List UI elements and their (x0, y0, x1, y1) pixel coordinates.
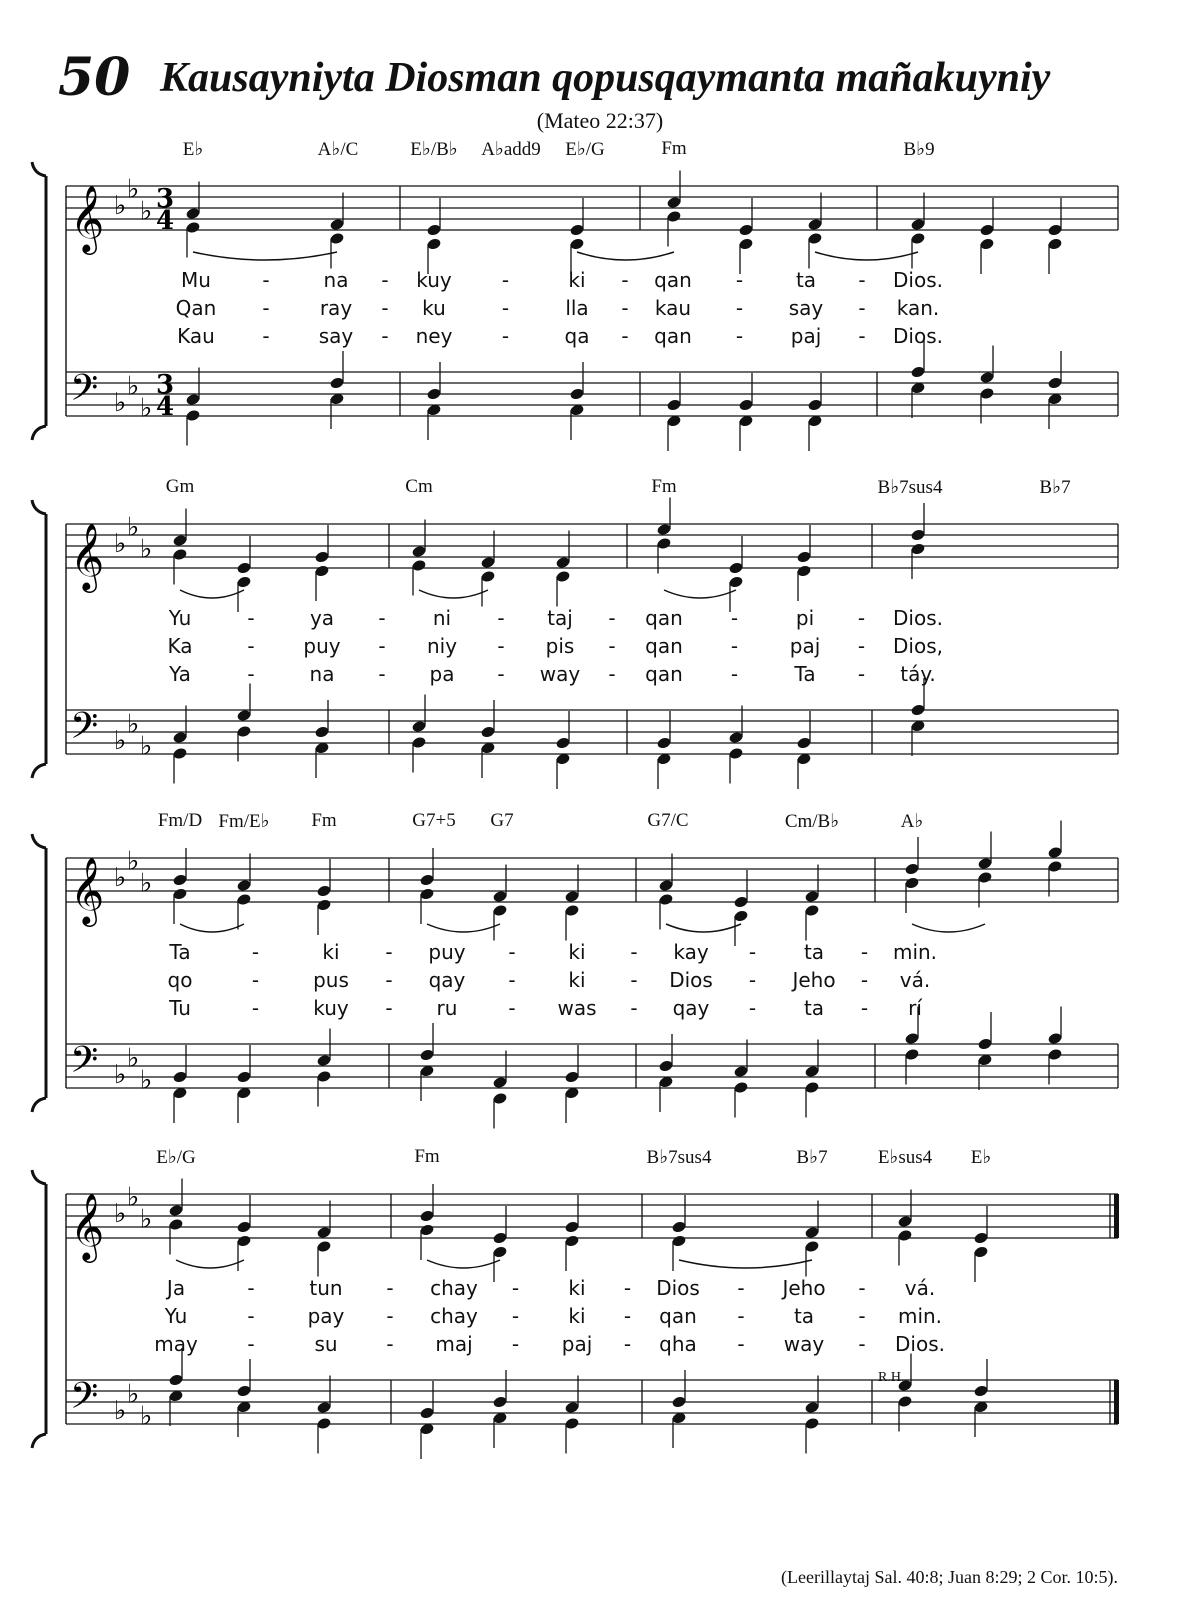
chord-symbol: Fm (661, 138, 687, 159)
syllable-hyphen: - (623, 1304, 632, 1328)
syllable-hyphen: - (748, 996, 757, 1020)
syllable-hyphen: - (247, 1276, 255, 1300)
syllable-hyphen: - (608, 662, 616, 686)
treble-clef-icon: 𝄞 (70, 184, 105, 252)
chord-symbol: Cm (405, 476, 433, 497)
lyric-syllable: Dios. (893, 324, 943, 348)
lyric-syllable: qan (654, 324, 692, 348)
lyric-syllable: qan (654, 268, 692, 292)
syllable-hyphen: - (860, 996, 869, 1020)
bass-staff (66, 1044, 1118, 1088)
slur (664, 590, 736, 598)
lyric-syllable: ya (309, 606, 335, 630)
lyric-syllable: na (323, 268, 349, 292)
syllable-hyphen: - (386, 1332, 394, 1356)
lyric-line-2 (0, 634, 1200, 660)
chord-symbol: G7 (490, 810, 514, 831)
slur (176, 1260, 244, 1268)
chord-symbol: A♭/C (317, 139, 359, 160)
treble-staff (66, 1194, 1118, 1238)
lyric-syllable: Yu (164, 1304, 188, 1328)
chord-symbol: E♭/B♭ (410, 139, 458, 160)
lyric-syllable: táy. (900, 662, 936, 686)
key-flat-icon: ♭ (114, 1396, 127, 1426)
key-flat-icon: ♭ (114, 191, 127, 221)
lyric-syllable: niy (426, 634, 458, 658)
lyric-syllable: ki (322, 940, 340, 964)
syllable-hyphen: - (385, 968, 393, 992)
syllable-hyphen: - (378, 662, 386, 686)
syllable-hyphen: - (860, 940, 869, 964)
syllable-hyphen: - (508, 940, 516, 964)
syllable-hyphen: - (623, 1276, 632, 1300)
key-flat-icon: ♭ (140, 1401, 153, 1432)
syllable-hyphen: - (386, 1276, 394, 1300)
time-signature-bottom: 4 (156, 206, 175, 236)
syllable-hyphen: - (247, 1332, 255, 1356)
chord-symbol: E♭ (182, 139, 204, 160)
lyric-syllable: ru (436, 996, 458, 1020)
lyric-syllable: rí (908, 996, 922, 1020)
syllable-hyphen: - (501, 296, 510, 320)
lyric-syllable: Tu (169, 996, 191, 1020)
time-signature-top: 3 (156, 370, 175, 400)
lyric-syllable: Qan (175, 296, 217, 320)
treble-clef-icon: 𝄞 (70, 522, 105, 590)
bass-clef-icon: 𝄢 (70, 705, 99, 756)
lyric-syllable: taj (547, 606, 573, 630)
chord-symbol: Gm (165, 476, 195, 497)
slur (427, 1260, 500, 1268)
lyric-syllable: ki (568, 1276, 586, 1300)
syllable-hyphen: - (630, 968, 638, 992)
lyric-syllable: qan (645, 606, 683, 630)
lyric-line-1 (0, 1276, 1200, 1302)
lyric-syllable: ki (568, 268, 586, 292)
lyric-syllable: qan (659, 1304, 697, 1328)
lyric-syllable: Mu (181, 268, 211, 292)
chord-symbol: B♭9 (903, 139, 935, 160)
syllable-hyphen: - (511, 1304, 520, 1328)
lyric-syllable: chay (430, 1276, 478, 1300)
chord-symbol: A♭add9 (481, 139, 541, 160)
syllable-hyphen: - (497, 634, 505, 658)
lyric-syllable: paj (789, 634, 821, 658)
syllable-hyphen: - (621, 324, 629, 348)
lyric-syllable: ray (319, 296, 353, 320)
lyric-line-3 (0, 996, 1200, 1022)
bass-clef-icon: 𝄢 (70, 367, 99, 418)
chord-symbol: E♭ (970, 1147, 992, 1168)
lyric-syllable: pay (307, 1304, 345, 1328)
lyric-syllable: vá. (899, 968, 931, 992)
syllable-hyphen: - (501, 324, 510, 348)
syllable-hyphen: - (730, 662, 739, 686)
chord-symbols-row (0, 1146, 1200, 1170)
syllable-hyphen: - (497, 606, 505, 630)
syllable-hyphen: - (737, 1332, 745, 1356)
syllable-hyphen: - (385, 996, 393, 1020)
final-barline (1114, 1194, 1119, 1238)
lyric-line-1 (0, 606, 1200, 632)
syllable-hyphen: - (858, 324, 866, 348)
syllable-hyphen: - (630, 940, 638, 964)
key-flat-icon: ♭ (140, 534, 153, 565)
lyric-syllable: qa (564, 324, 590, 348)
syllable-hyphen: - (735, 324, 744, 348)
lyric-syllable: ta (795, 268, 817, 292)
treble-clef-icon: 𝄞 (70, 1192, 105, 1260)
syllable-hyphen: - (511, 1332, 520, 1356)
score-system-1 (0, 140, 1200, 460)
lyric-syllable: may (154, 1332, 198, 1356)
key-flat-icon: ♭ (114, 863, 127, 893)
syllable-hyphen: - (858, 1332, 866, 1356)
chord-symbol: Fm (414, 1146, 440, 1167)
score-system-4 (0, 1148, 1200, 1468)
lyric-syllable: Ta (794, 662, 816, 686)
key-flat-icon: ♭ (140, 868, 153, 899)
syllable-hyphen: - (737, 1304, 745, 1328)
lyric-syllable: qha (659, 1332, 697, 1356)
key-flat-icon: ♭ (127, 1379, 140, 1410)
slur (577, 252, 674, 260)
chord-symbol: Fm/E♭ (218, 811, 270, 832)
lyric-syllable: qay (672, 996, 710, 1020)
lyric-syllable: min. (892, 940, 938, 964)
lyric-syllable: ki (568, 968, 586, 992)
syllable-hyphen: - (508, 996, 516, 1020)
key-flat-icon: ♭ (140, 1065, 153, 1096)
lyric-syllable: ney (415, 324, 453, 348)
slur (193, 252, 337, 260)
lyric-syllable: Dios, (893, 634, 943, 658)
lyric-syllable: qan (645, 634, 683, 658)
slur (679, 1260, 812, 1268)
lyric-line-1 (0, 940, 1200, 966)
treble-clef-icon: 𝄞 (70, 856, 105, 924)
syllable-hyphen: - (262, 324, 270, 348)
syllable-hyphen: - (501, 268, 510, 292)
chord-symbol: Fm/D (157, 810, 203, 831)
slur (180, 590, 244, 598)
chord-symbol: Fm (651, 476, 677, 497)
lyric-syllable: Yu (168, 606, 192, 630)
syllable-hyphen: - (251, 968, 260, 992)
slur (666, 924, 741, 932)
syllable-hyphen: - (386, 1304, 394, 1328)
syllable-hyphen: - (857, 606, 866, 630)
lyric-syllable: kau (654, 296, 692, 320)
final-barline (1114, 1380, 1119, 1424)
chord-symbol: B♭7 (796, 1147, 828, 1168)
slur (912, 924, 985, 932)
lyric-syllable: Dios. (895, 1332, 945, 1356)
lyric-line-3 (0, 1332, 1200, 1358)
chord-symbol: A♭ (900, 811, 924, 832)
key-flat-icon: ♭ (140, 1204, 153, 1235)
lyric-syllable: Ka (167, 634, 193, 658)
lyric-syllable: vá. (904, 1276, 936, 1300)
syllable-hyphen: - (251, 940, 260, 964)
treble-staff (66, 186, 1118, 230)
treble-staff (66, 524, 1118, 568)
bass-staff (66, 372, 1118, 416)
lyric-syllable: pa (429, 662, 455, 686)
time-signature-bottom: 4 (156, 392, 175, 422)
lyric-syllable: min. (897, 1304, 943, 1328)
hymn-title: Kausayniyta Diosman qopusqaymanta mañakuyniy (160, 55, 1051, 101)
lyric-syllable: Dios (669, 968, 713, 992)
syllable-hyphen: - (748, 968, 757, 992)
key-flat-icon: ♭ (114, 1199, 127, 1229)
syllable-hyphen: - (247, 634, 255, 658)
lyric-syllable: ki (568, 1304, 586, 1328)
syllable-hyphen: - (508, 968, 516, 992)
syllable-hyphen: - (621, 268, 629, 292)
syllable-hyphen: - (497, 662, 505, 686)
lyric-syllable: pi (795, 606, 815, 630)
chord-symbols-row (0, 138, 1200, 162)
scripture-reference: (Mateo 22:37) (536, 108, 664, 133)
bass-staff (66, 710, 1118, 754)
syllable-hyphen: - (251, 996, 260, 1020)
lyric-syllable: puy (303, 634, 341, 658)
key-flat-icon: ♭ (127, 1182, 140, 1213)
syllable-hyphen: - (735, 268, 744, 292)
lyric-syllable: kan. (896, 296, 940, 320)
lyric-syllable: qay (428, 968, 466, 992)
lyric-syllable: say (318, 324, 354, 348)
syllable-hyphen: - (860, 968, 869, 992)
lyric-syllable: tun (309, 1276, 343, 1300)
chord-symbol: Fm (311, 810, 337, 831)
lyric-syllable: Dios (656, 1276, 700, 1300)
syllable-hyphen: - (858, 268, 866, 292)
lyric-syllable: say (788, 296, 824, 320)
hymn-number: 50 (58, 47, 131, 108)
lyric-syllable: Jeho (782, 1276, 826, 1300)
chord-symbol: E♭/G (156, 1147, 196, 1168)
treble-staff (66, 858, 1118, 902)
lyric-line-2 (0, 968, 1200, 994)
syllable-hyphen: - (857, 634, 866, 658)
lyric-syllable: paj (790, 324, 822, 348)
syllable-hyphen: - (262, 268, 270, 292)
lyric-line-3 (0, 662, 1200, 688)
syllable-hyphen: - (247, 1304, 255, 1328)
syllable-hyphen: - (858, 296, 866, 320)
lyric-syllable: Ya (169, 662, 191, 686)
lyric-line-2 (0, 296, 1200, 322)
lyric-syllable: way (783, 1332, 825, 1356)
hymn-header (0, 40, 1200, 140)
chord-symbols-row (0, 810, 1200, 834)
key-flat-icon: ♭ (140, 731, 153, 762)
syllable-hyphen: - (262, 296, 270, 320)
syllable-hyphen: - (630, 996, 638, 1020)
key-flat-icon: ♭ (127, 371, 140, 402)
lyric-syllable: Kau (177, 324, 215, 348)
key-flat-icon: ♭ (114, 388, 127, 418)
chord-symbol: B♭7sus4 (646, 1147, 712, 1168)
key-flat-icon: ♭ (127, 512, 140, 543)
syllable-hyphen: - (735, 296, 744, 320)
syllable-hyphen: - (378, 634, 386, 658)
footer-references: (Leerillaytaj Sal. 40:8; Juan 8:29; 2 Cor. 10:5). (781, 1567, 1118, 1587)
syllable-hyphen: - (858, 1304, 866, 1328)
syllable-hyphen: - (247, 606, 255, 630)
syllable-hyphen: - (385, 940, 393, 964)
lyric-syllable: chay (430, 1304, 478, 1328)
bass-staff (66, 1380, 1118, 1424)
bass-clef-icon: 𝄢 (70, 1039, 99, 1090)
lyric-syllable: Jeho (792, 968, 836, 992)
syllable-hyphen: - (381, 324, 389, 348)
syllable-hyphen: - (608, 606, 616, 630)
slur (427, 924, 500, 932)
syllable-hyphen: - (621, 296, 629, 320)
lyric-syllable: ta (803, 940, 825, 964)
key-flat-icon: ♭ (140, 393, 153, 424)
key-flat-icon: ♭ (114, 726, 127, 756)
chord-symbol: G7+5 (412, 810, 456, 831)
lyric-syllable: ku (422, 296, 446, 320)
chord-symbol: B♭7 (1039, 477, 1071, 498)
syllable-hyphen: - (730, 634, 739, 658)
lyric-syllable: qo (167, 968, 193, 992)
chord-symbols-row (0, 476, 1200, 500)
syllable-hyphen: - (858, 1276, 866, 1300)
lyric-syllable: was (557, 996, 597, 1020)
key-flat-icon: ♭ (114, 529, 127, 559)
syllable-hyphen: - (748, 940, 757, 964)
lyric-syllable: Ta (169, 940, 191, 964)
chord-symbol: B♭7sus4 (877, 477, 943, 498)
lyric-syllable: pus (313, 968, 349, 992)
lyric-syllable: ni (432, 606, 452, 630)
syllable-hyphen: - (378, 606, 386, 630)
chord-symbol: Cm/B♭ (784, 811, 840, 832)
lyric-syllable: Dios. (893, 606, 943, 630)
lyric-line-1 (0, 268, 1200, 294)
syllable-hyphen: - (511, 1276, 520, 1300)
slur (180, 924, 244, 932)
syllable-hyphen: - (623, 1332, 632, 1356)
lyric-syllable: way (539, 662, 581, 686)
time-signature-top: 3 (156, 184, 175, 214)
syllable-hyphen: - (381, 268, 389, 292)
lyric-line-2 (0, 1304, 1200, 1330)
slur (419, 590, 488, 598)
key-flat-icon: ♭ (127, 846, 140, 877)
syllable-hyphen: - (857, 662, 866, 686)
lyric-syllable: ta (793, 1304, 815, 1328)
lyric-syllable: Ja (166, 1276, 186, 1300)
key-flat-icon: ♭ (127, 174, 140, 205)
bass-clef-icon: 𝄢 (70, 1375, 99, 1426)
key-flat-icon: ♭ (140, 196, 153, 227)
syllable-hyphen: - (737, 1276, 745, 1300)
syllable-hyphen: - (247, 662, 255, 686)
key-flat-icon: ♭ (127, 1043, 140, 1074)
syllable-hyphen: - (730, 606, 739, 630)
lyric-syllable: puy (428, 940, 466, 964)
chord-symbol: G7/C (647, 810, 689, 831)
lyric-syllable: ki (568, 940, 586, 964)
lyric-syllable: kuy (416, 268, 452, 292)
lyric-syllable: su (314, 1332, 338, 1356)
chord-symbol: E♭sus4 (877, 1147, 933, 1168)
slur (815, 252, 918, 260)
chord-symbol: E♭/G (565, 139, 605, 160)
lyric-line-3 (0, 324, 1200, 350)
lyric-syllable: pis (545, 634, 575, 658)
rh-marking: R.H. (878, 1370, 905, 1385)
key-flat-icon: ♭ (114, 1060, 127, 1090)
lyric-syllable: maj (435, 1332, 473, 1356)
score-system-3 (0, 812, 1200, 1132)
key-flat-icon: ♭ (127, 709, 140, 740)
lyric-syllable: na (309, 662, 335, 686)
lyric-syllable: kuy (313, 996, 349, 1020)
lyric-syllable: paj (561, 1332, 593, 1356)
lyric-syllable: ta (803, 996, 825, 1020)
lyric-syllable: Dios. (893, 268, 943, 292)
score-system-2 (0, 478, 1200, 798)
lyric-syllable: kay (673, 940, 709, 964)
syllable-hyphen: - (608, 634, 616, 658)
lyric-syllable: qan (645, 662, 683, 686)
lyric-syllable: lla (565, 296, 589, 320)
syllable-hyphen: - (381, 296, 389, 320)
